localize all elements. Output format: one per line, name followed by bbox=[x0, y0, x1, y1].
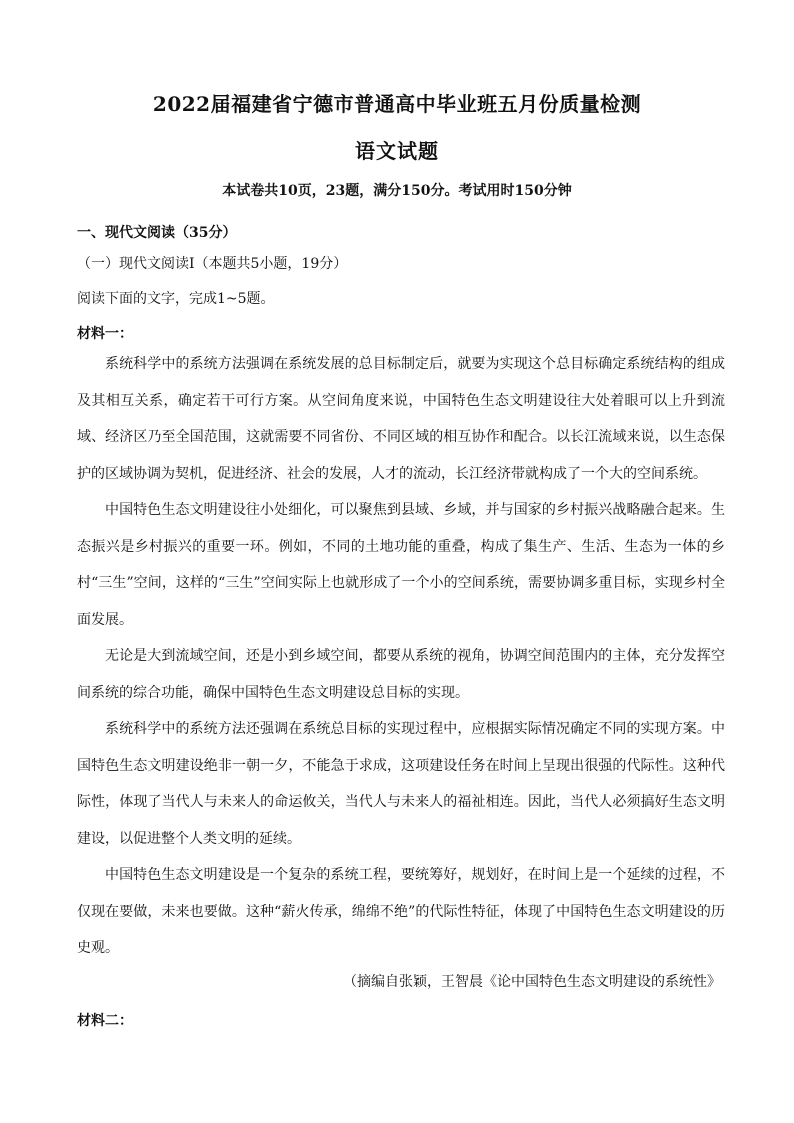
material-one-label: 材料一： bbox=[77, 326, 133, 342]
section-heading: 一、现代文阅读（35分） bbox=[77, 225, 237, 241]
material-one-source: （摘编自张颖，王智晨《论中国特色生态文明建设的系统性》 bbox=[343, 974, 721, 990]
material-one-paragraph-2: 中国特色生态文明建设往小处细化，可以聚焦到县域、乡域，并与国家的乡村振兴战略融合起来。生态振兴是乡村振兴的重要一环。例如，不同的土地功能的重叠，构成了集生产、生活、生态为一体的乡村“三生”空间，这样的“三生”空间实际上也就形成了一个小的空间系统，需要协调多重目标，实现乡村全面发展。 bbox=[77, 502, 725, 628]
material-one-paragraph-5: 中国特色生态文明建设是一个复杂的系统工程，要统筹好，规划好，在时间上是一个延续的过程，不仅现在要做，未来也要做。这种“薪火传承，绵绵不绝”的代际性特征，体现了中国特色生态文明建设的历史观。 bbox=[77, 867, 725, 956]
document-subtitle: 语文试题 bbox=[355, 139, 439, 163]
document-title: 2022届福建省宁德市普通高中毕业班五月份质量检测 bbox=[152, 92, 642, 116]
exam-info: 本试卷共10页，23题，满分150分。考试用时150分钟 bbox=[222, 183, 572, 199]
material-one-body bbox=[77, 346, 725, 967]
material-one-paragraph-1: 系统科学中的系统方法强调在系统发展的总目标制定后，就要为实现这个总目标确定系统结构的组成及其相互关系，确定若干可行方案。从空间角度来说，中国特色生态文明建设往大处着眼可以上升到流域、经济区乃至全国范围，这就需要不同省份、不同区域的相互协作和配合。以长江流域来说，以生态保护的区域协调为契机，促进经济、社会的发展，人才的流动，长江经济带就构成了一个大的空间系统。 bbox=[77, 356, 725, 482]
material-two-label: 材料二： bbox=[77, 1013, 133, 1029]
section-subheading: （一）现代文阅读Ⅰ（本题共5小题，19分） bbox=[77, 256, 348, 272]
material-one-paragraph-3: 无论是大到流域空间，还是小到乡域空间，都要从系统的视角，协调空间范围内的主体，充分发挥空间系统的综合功能，确保中国特色生态文明建设总目标的实现。 bbox=[77, 648, 725, 701]
material-one-paragraph-4: 系统科学中的系统方法还强调在系统总目标的实现过程中，应根据实际情况确定不同的实现方案。中国特色生态文明建设绝非一朝一夕，不能急于求成，这项建设任务在时间上呈现出很强的代际性。这种代际性，体现了当代人与未来人的命运攸关，当代人与未来人的福祉相连。因此，当代人必须搞好生态文明建设，以促进整个人类文明的延续。 bbox=[77, 721, 725, 847]
reading-instruction: 阅读下面的文字，完成1~5题。 bbox=[77, 291, 275, 307]
